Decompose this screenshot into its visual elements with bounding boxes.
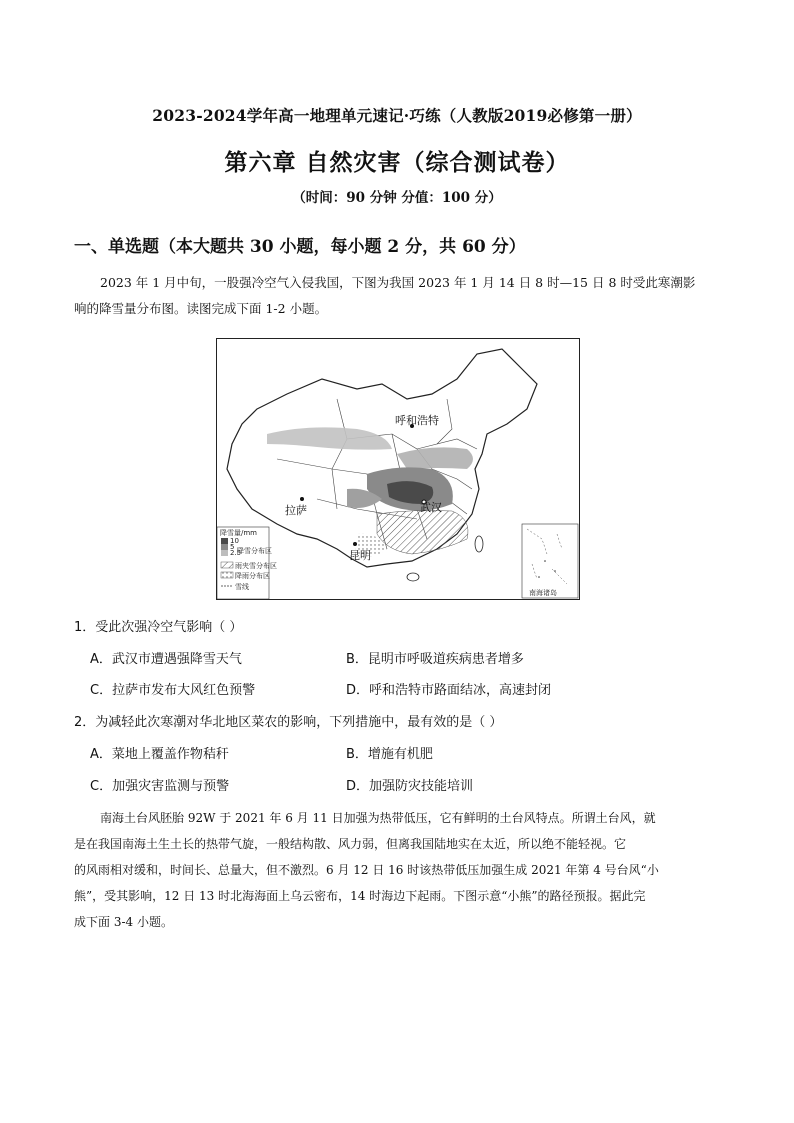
city-lhasa: 拉萨 [285,504,307,517]
passage-1-line: 响的降雪量分布图。读图完成下面 1-2 小题。 [74,301,328,316]
exam-info: （时间：90 分钟 分值：100 分） [292,190,502,206]
question-2-option-a[interactable]: A．菜地上覆盖作物秸秆 [90,747,229,762]
series-title: 2023-2024学年高一地理单元速记·巧练（人教版2019必修第一册） [152,106,642,125]
passage-2-line: 成下面 3-4 小题。 [74,915,173,929]
legend-scale-low: 2.5 [230,549,242,557]
section-heading: 一、单选题（本大题共 30 小题，每小题 2 分，共 60 分） [74,237,526,257]
legend-title: 降雪量/mm [220,529,257,537]
passage-2-line: 南海土台风胚胎 92W 于 2021 年 6 月 11 日加强为热带低压，它有鲜明的土台风特点。所谓土台风，就 [100,811,656,825]
inset-label: 南海诸岛 [529,589,557,597]
legend-rain-area: 降雨分布区 [235,572,270,580]
question-2-option-c[interactable]: C．加强灾害监测与预警 [90,779,230,794]
legend-scale-mid: 5 [230,543,235,551]
chapter-title: 第六章 自然灾害（综合测试卷） [224,149,570,176]
snowfall-map-svg [217,339,579,599]
question-1-option-a[interactable]: A．武汉市遭遇强降雪天气 [90,652,242,667]
passage-1 [74,270,726,322]
legend-snow-area: 降雪分布区 [237,547,272,555]
question-1-option-b[interactable]: B．昆明市呼吸道疾病患者增多 [346,652,524,667]
legend-scale-top: 10 [230,537,239,545]
snowfall-map [216,338,580,600]
passage-2-line: 熊”，受其影响，12 日 13 时北海海面上乌云密布，14 时海边下起雨。下图示意“小熊”的路径预报。据此完 [74,889,646,903]
city-wuhan: 武汉 [420,501,442,514]
legend-snow-line: 雪线 [235,583,249,591]
city-kunming: 昆明 [349,549,371,562]
question-2-stem: 2．为减轻此次寒潮对华北地区菜农的影响，下列措施中，最有效的是（ ） [74,715,503,730]
passage-2 [74,805,726,935]
question-1-stem: 1．受此次强冷空气影响（ ） [74,620,243,635]
passage-2-line: 是在我国南海土生土长的热带气旋，一般结构散、风力弱，但离我国陆地实在太近，所以绝不能轻视。它 [74,837,627,851]
question-2-option-d[interactable]: D．加强防灾技能培训 [346,779,474,794]
question-2-option-b[interactable]: B．增施有机肥 [346,747,433,762]
passage-2-line: 的风雨相对缓和，时间长、总量大，但不激烈。6 月 12 日 16 时该热带低压加强生成 2021 年第 4 号台风“小 [74,863,659,877]
question-1-option-d[interactable]: D．呼和浩特市路面结冰，高速封闭 [346,683,552,698]
south-china-sea-inset [522,524,578,598]
legend-sleet-area: 雨夹雪分布区 [235,562,277,570]
passage-1-line: 2023 年 1 月中旬，一股强冷空气入侵我国，下图为我国 2023 年 1 月 14 日 8 时—15 日 8 时受此寒潮影 [100,275,696,290]
sleet-area [377,510,468,554]
question-1-option-c[interactable]: C．拉萨市发布大风红色预警 [90,683,256,698]
city-hohhot: 呼和浩特 [395,414,439,427]
map-legend [217,527,277,599]
